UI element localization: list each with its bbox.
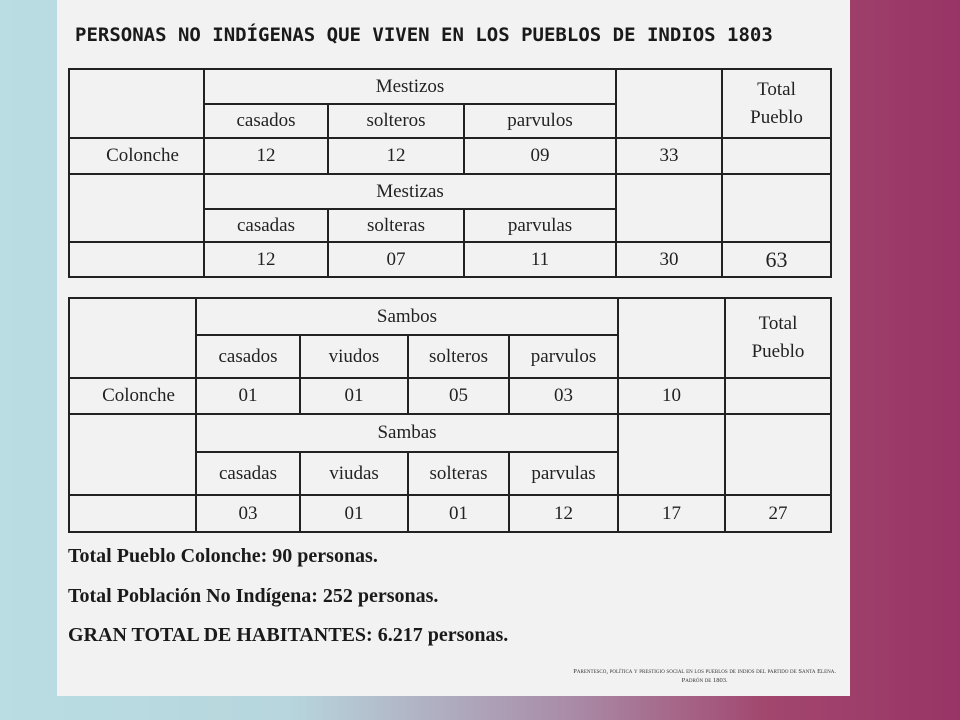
col-header: casados <box>204 104 328 138</box>
blank-cell <box>725 378 831 414</box>
total-header-line1: Total <box>757 78 796 100</box>
blank-cell <box>722 138 831 174</box>
sambos-table <box>68 297 832 533</box>
col-header: casadas <box>196 452 300 495</box>
summary-total-pueblo: Total Pueblo Colonche: 90 personas. <box>68 545 378 567</box>
subtotal-cell: 30 <box>616 242 722 277</box>
source-caption <box>573 668 836 686</box>
row-label-colonche: Colonche <box>69 138 204 174</box>
col-header: solteras <box>328 209 464 242</box>
col-header: viudas <box>300 452 408 495</box>
table-cell: 01 <box>196 378 300 414</box>
col-header: solteras <box>408 452 509 495</box>
total-header-line2: Pueblo <box>751 341 805 362</box>
table-cell: 12 <box>204 138 328 174</box>
group-header-sambas: Sambas <box>196 414 618 452</box>
table-cell: 07 <box>328 242 464 277</box>
summary-gran-total: GRAN TOTAL DE HABITANTES: 6.217 personas. <box>68 624 509 646</box>
subtotal-cell: 17 <box>618 495 725 532</box>
page-title: PERSONAS NO INDÍGENAS QUE VIVEN EN LOS PUEBLOS DE INDIOS 1803 <box>75 24 773 46</box>
col-header: parvulas <box>509 452 618 495</box>
blank-cell <box>618 414 725 495</box>
col-header: parvulos <box>509 335 618 378</box>
table-cell: 03 <box>196 495 300 532</box>
document-page <box>57 0 850 696</box>
table-cell: 12 <box>509 495 618 532</box>
total-cell: 63 <box>722 242 831 277</box>
col-header: parvulas <box>464 209 616 242</box>
row-label-colonche: Colonche <box>69 378 196 414</box>
blank-cell <box>69 174 204 242</box>
table-cell: 01 <box>300 378 408 414</box>
blank-cell <box>69 495 196 532</box>
col-header: casados <box>196 335 300 378</box>
table-cell: 03 <box>509 378 618 414</box>
total-pueblo-header <box>722 69 831 138</box>
total-pueblo-header <box>725 298 831 378</box>
blank-cell <box>616 69 722 138</box>
blank-cell <box>69 298 196 378</box>
blank-cell <box>69 414 196 495</box>
source-caption-line1: Parentesco, política y prestigio social en los pueblos de indios del partido de Santa Elena. <box>573 668 836 675</box>
source-caption-line2: Padrón de 1803. <box>681 676 728 684</box>
group-header-mestizos: Mestizos <box>204 69 616 104</box>
subtotal-cell: 33 <box>616 138 722 174</box>
table-cell: 01 <box>300 495 408 532</box>
col-header: solteros <box>328 104 464 138</box>
total-header-line2: Pueblo <box>750 106 803 128</box>
table-cell: 05 <box>408 378 509 414</box>
col-header: solteros <box>408 335 509 378</box>
col-header: parvulos <box>464 104 616 138</box>
blank-cell <box>69 242 204 277</box>
mestizos-table <box>68 68 832 278</box>
summary-total-no-indigena: Total Población No Indígena: 252 personas. <box>68 585 439 607</box>
blank-cell <box>618 298 725 378</box>
table-cell: 09 <box>464 138 616 174</box>
blank-cell <box>725 414 831 495</box>
table-cell: 12 <box>204 242 328 277</box>
total-header-line1: Total <box>758 313 798 335</box>
group-header-sambos: Sambos <box>196 298 618 335</box>
subtotal-cell: 10 <box>618 378 725 414</box>
blank-cell <box>69 69 204 138</box>
blank-cell <box>616 174 722 242</box>
total-cell: 27 <box>725 495 831 532</box>
table-cell: 01 <box>408 495 509 532</box>
group-header-mestizas: Mestizas <box>204 174 616 209</box>
blank-cell <box>722 174 831 242</box>
col-header: viudos <box>300 335 408 378</box>
table-cell: 12 <box>328 138 464 174</box>
table-cell: 11 <box>464 242 616 277</box>
col-header: casadas <box>204 209 328 242</box>
